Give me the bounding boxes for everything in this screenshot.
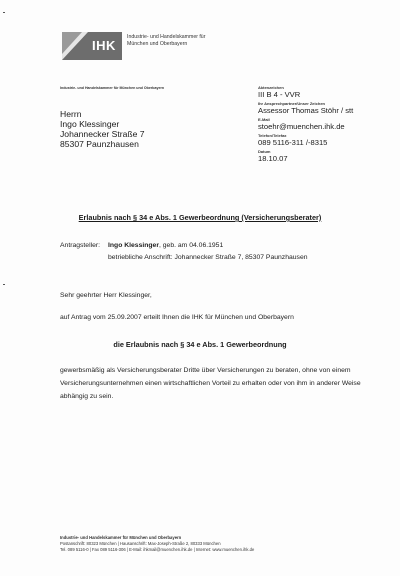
footer-org: Industrie- und Handelskammer für München und Oberbayern	[60, 535, 182, 540]
letter-paragraph-1: auf Antrag vom 25.09.2007 erteilt Ihnen die IHK für München und Oberbayern	[60, 314, 294, 321]
recipient-city: 85307 Paunzhausen	[60, 139, 139, 149]
footer-address: Postanschrift: 80323 München | Hausanschrift: Max-Joseph-Straße 2, 80333 München	[60, 541, 221, 546]
letter-salutation: Sehr geehrter Herr Klessinger,	[60, 292, 152, 299]
recipient-salutation: Herrn	[60, 109, 82, 119]
email-label: E-Mail	[258, 117, 270, 122]
phone-value: 089 5116-311 /-8315	[258, 138, 328, 147]
logo-org-name: Industrie- und Handelskammer für München und Oberbayern	[127, 34, 206, 47]
file-number-value: III B 4 - VVR	[258, 90, 301, 99]
contact-value: Assessor Thomas Stöhr / stt	[258, 106, 354, 115]
date-value: 18.10.07	[258, 154, 288, 163]
logo-letters: IHK	[92, 38, 116, 53]
sender-return-line: Industrie- und Handelskammer für München und Oberbayern	[60, 86, 165, 90]
footer-contact: Tel. 089 5116-0 | Fax 089 5116-306 | E-Mail: ihkmail@muenchen.ihk.de | Internet: www.muenchen.ihk.de	[60, 547, 255, 552]
letter-footer	[60, 535, 254, 553]
file-number-label: Aktenzeichen	[258, 85, 284, 90]
ihk-logo	[62, 32, 252, 60]
subject-line: Erlaubnis nach § 34 e Abs. 1 Gewerbeordnung (Versicherungsberater)	[78, 213, 322, 222]
reference-info-column	[258, 85, 388, 165]
recipient-street: Johannecker Straße 7	[60, 129, 145, 139]
applicant-address: betriebliche Anschrift: Johannecker Straße 7, 85307 Paunzhausen	[108, 254, 308, 261]
applicant-name: Ingo Klessinger	[108, 242, 159, 249]
recipient-name: Ingo Klessinger	[60, 119, 120, 129]
recipient-address	[60, 109, 145, 149]
fold-mark	[3, 284, 5, 285]
applicant-block	[60, 240, 308, 264]
email-value: stoehr@muenchen.ihk.de	[258, 122, 345, 131]
phone-label: Telefon/Telefax	[258, 133, 287, 138]
contact-label: Ihr Ansprechpartner/Unser Zeichen	[258, 101, 325, 106]
letter-paragraph-2: gewerbsmäßig als Versicherungsberater Dritte über Versicherungen zu beraten, ohne von einem Versicherungsunternehmen einen wirtschaftlichen Vorteil zu erhalten oder von ihm in anderer Weise abhängig zu sein.	[60, 367, 361, 400]
date-label: Datum	[258, 149, 271, 154]
permit-heading: die Erlaubnis nach § 34 e Abs. 1 Gewerbeordnung	[113, 340, 287, 349]
edge-mark	[3, 12, 5, 13]
applicant-label: Antragsteller:	[60, 242, 101, 249]
applicant-birth: , geb. am 04.06.1951	[159, 242, 224, 249]
